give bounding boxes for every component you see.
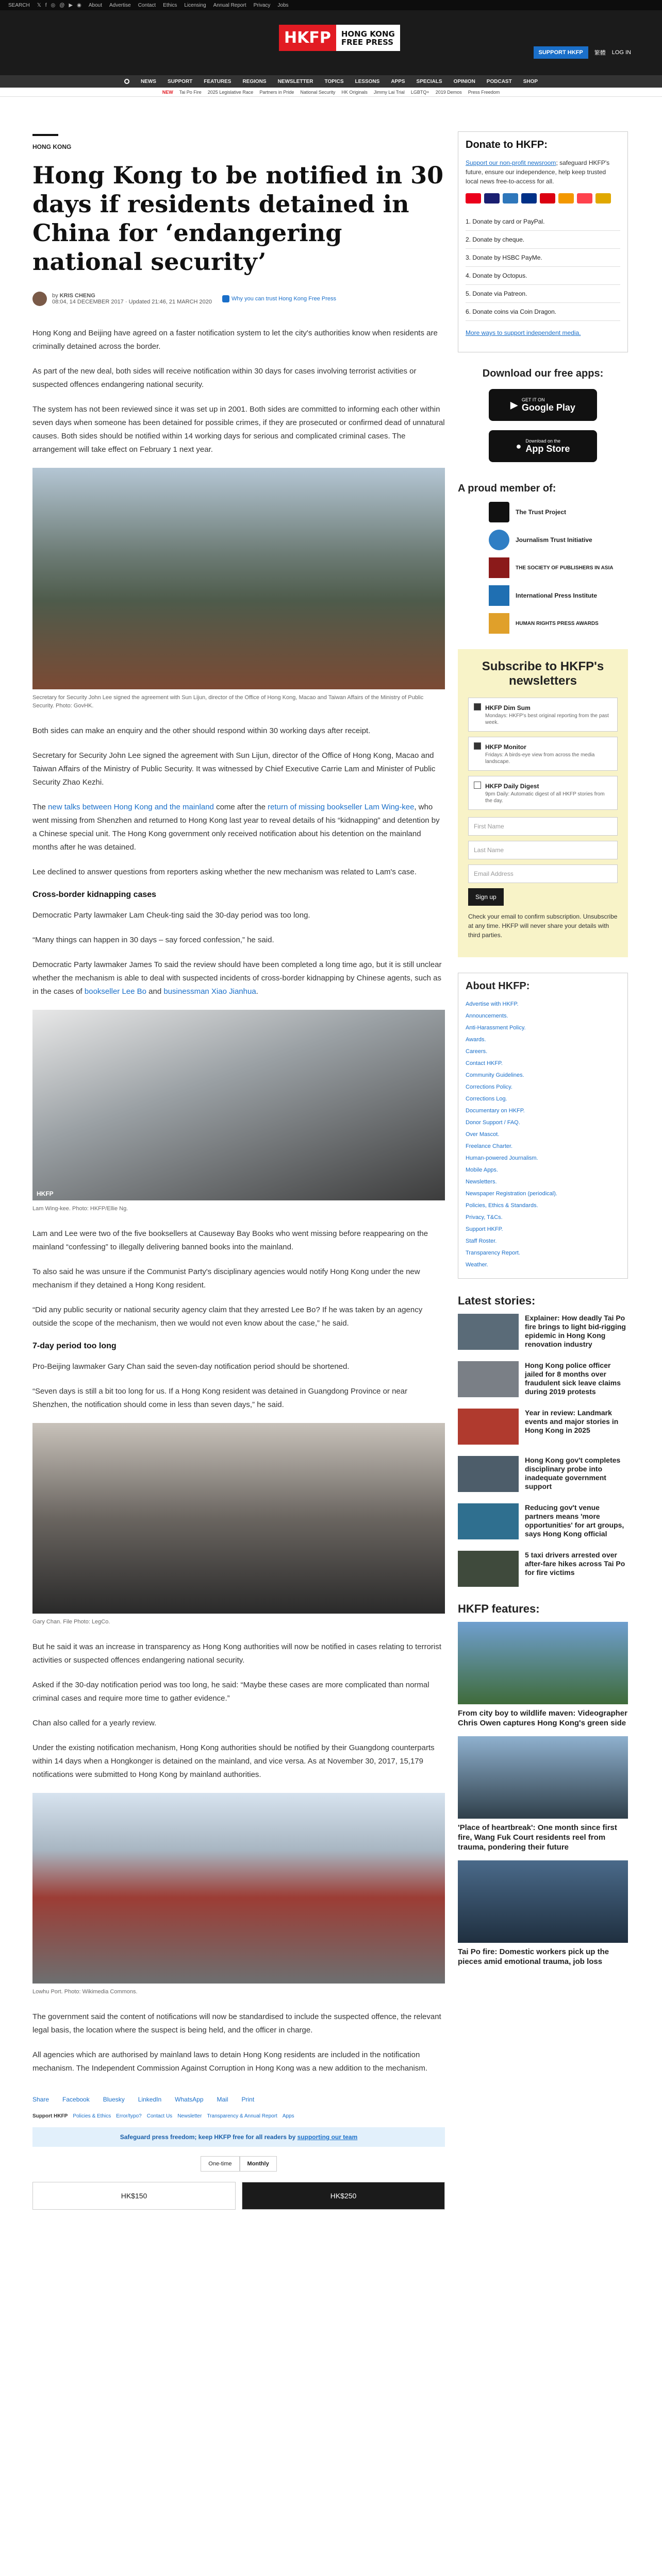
support-team-link[interactable]: supporting our team xyxy=(297,2133,358,2141)
nav-apps[interactable]: APPS xyxy=(391,78,405,84)
donate-widget xyxy=(458,131,628,352)
nav-topics[interactable]: TOPICS xyxy=(324,78,344,84)
trending-bar xyxy=(0,88,662,97)
youtube-icon[interactable]: ▶ xyxy=(69,2,73,8)
about-list xyxy=(466,998,620,1271)
nav-news[interactable]: NEWS xyxy=(140,78,156,84)
member-jti[interactable]: Journalism Trust Initiative xyxy=(489,530,628,550)
footer-link[interactable]: Transparency & Annual Report xyxy=(207,2113,277,2119)
social-icons xyxy=(37,3,81,8)
google-play-icon: ▶ xyxy=(510,399,518,410)
trending-item[interactable]: Jimmy Lai Trial xyxy=(373,89,405,95)
donate-title: Donate to HKFP: xyxy=(466,139,548,150)
donate-option[interactable]: 4. Donate by Octopus. xyxy=(466,267,620,285)
byline: by KRIS CHENG 08:04, 14 DECEMBER 2017 · Updated 21:46, 21 MARCH 2020 Why you can trust Hong Kong Free Press xyxy=(32,292,445,306)
apps-title: Download our free apps: xyxy=(482,368,604,379)
photo-caption: Secretary for Security John Lee signed the agreement with Sun Lijun, director of the Office of Hong Kong, Macao and Taiwan Affairs of the Ministry of Public Security. Photo: GovHK. xyxy=(32,694,424,709)
inline-link[interactable]: bookseller Lee Bo xyxy=(84,987,146,996)
inline-link[interactable]: new talks between Hong Kong and the mainland xyxy=(48,803,214,811)
paragraph: “Many things can happen in 30 days – say forced confession,” he said. xyxy=(32,936,274,944)
donate-option[interactable]: 5. Donate via Patreon. xyxy=(466,285,620,303)
feature-image xyxy=(458,1736,628,1819)
updated-date: Updated 21:46, 21 MARCH 2020 xyxy=(128,299,212,305)
photo-caption: Lowhu Port. Photo: Wikimedia Commons. xyxy=(32,1989,138,1995)
paragraph: The system has not been reviewed since it was set up in 2001. Both sides are committed to informing each other within seven days when someone has been detained for possible crimes, if they are prosecuted or confirmed dead of unnatural causes. Both sides should be notified within 14 working days for serious and complicated criminal cases. The arrangement will take effect on February 1 next year. xyxy=(32,405,445,454)
footer-link[interactable]: Apps xyxy=(282,2113,294,2119)
about-title: About HKFP: xyxy=(466,980,530,992)
paragraph: Democratic Party lawmaker James To said the review should have been completed a long time ago, but it is still unclear whether the mechanism is able to deal with suspected incidents of cross-border kidnapping by Chinese agents, such as in the cases of bookseller Lee Bo and businessman Xiao Jianhua. xyxy=(32,960,442,996)
threads-icon[interactable]: @ xyxy=(59,2,65,8)
member-hrpa[interactable]: HUMAN RIGHTS PRESS AWARDS xyxy=(489,613,628,634)
about-link[interactable]: Policies, Ethics & Standards. xyxy=(466,1202,538,1209)
paragraph: The new talks between Hong Kong and the mainland come after the return of missing bookseller Lam Wing-kee, who went missing from Shenzhen and returned to Hong Kong last year to reveal details of his “kidnapping” and detention by a Chinese special unit. The Hong Kong government only received notification about his detention on the mainland months after he was detained. xyxy=(32,803,440,852)
article-photo-lowhu-port[interactable] xyxy=(32,1793,445,1984)
section-tag[interactable]: HONG KONG xyxy=(32,143,72,150)
last-name-input[interactable]: Last Name xyxy=(468,841,618,859)
google-play-button[interactable]: ▶ GET IT ON Google Play xyxy=(489,389,597,421)
paragraph: But he said it was an increase in transparency as Hong Kong authorities will now be notified in cases relating to terrorist activities or suspected offences endangering national security. xyxy=(32,1642,441,1665)
top-link-advertise[interactable]: Advertise xyxy=(109,2,131,8)
about-link[interactable]: Staff Roster. xyxy=(466,1238,497,1244)
story-thumbnail xyxy=(458,1314,519,1350)
share-bar xyxy=(32,2096,445,2103)
story-thumbnail xyxy=(458,1409,519,1445)
about-link[interactable]: Awards. xyxy=(466,1037,486,1043)
about-link[interactable]: Documentary on HKFP. xyxy=(466,1108,525,1114)
paragraph: The government said the content of notifications will now be standardised to include the suspected offence, the relevant legal basis, the location where the suspect is being held, and the officer in charge. xyxy=(32,2012,441,2035)
jti-logo xyxy=(489,530,509,550)
trending-item[interactable]: LGBTQ+ xyxy=(410,89,429,95)
donation-frequency-toggle xyxy=(32,2156,445,2172)
trust-project-logo xyxy=(489,502,509,522)
checkbox-checked[interactable] xyxy=(474,742,481,750)
member-title: A proud member of: xyxy=(458,483,556,494)
about-link[interactable]: Mobile Apps. xyxy=(466,1167,498,1173)
share-whatsapp[interactable]: WhatsApp xyxy=(175,2096,204,2103)
newsletter-option[interactable]: HKFP Daily Digest 9pm Daily: Automatic digest of all HKFP stories from the day. xyxy=(468,776,618,810)
apple-icon: ● xyxy=(516,440,522,451)
share-print[interactable]: Print xyxy=(241,2096,255,2103)
paragraph: To also said he was unsure if the Communist Party's disciplinary agencies would notify Hong Kong under the new mechanism if they detained a Hong Kong resident. xyxy=(32,1267,420,1290)
amount-option[interactable]: HK$150 xyxy=(32,2182,236,2210)
top-link-contact[interactable]: Contact xyxy=(138,2,156,8)
author-name[interactable]: KRIS CHENG xyxy=(59,293,95,299)
paragraph: All agencies which are authorised by mainland laws to detain Hong Kong residents are included in the notification mechanism. The Independent Commission Against Corruption in Hong Kong was a new addition to the mechanism. xyxy=(32,2050,427,2073)
publish-date: 08:04, 14 DECEMBER 2017 xyxy=(52,299,124,305)
footer-link[interactable]: Policies & Ethics xyxy=(73,2113,111,2119)
article-footer-links xyxy=(32,2113,445,2119)
support-button[interactable]: SUPPORT HKFP xyxy=(534,46,588,59)
donate-text: Support our non-profit newsroom; safeguard HKFP's future, ensure our independence, help keep trusted local news free-to-access for all. xyxy=(466,159,610,185)
paragraph: “Did any public security or national security agency claim that they arrested Lee Bo? If he was taken by an agency outside the scope of the mechanism, then we would not even know about the case,” he said. xyxy=(32,1306,423,1328)
newsletter-note: Check your email to confirm subscription. Unsubscribe at any time. HKFP will never share your details with third parties. xyxy=(468,913,618,939)
site-logo[interactable] xyxy=(279,25,400,51)
share-mail[interactable]: Mail xyxy=(217,2096,228,2103)
sidebar xyxy=(458,131,628,1975)
share-facebook[interactable]: Facebook xyxy=(62,2096,90,2103)
donate-option[interactable]: 1. Donate by card or PayPal. xyxy=(466,213,620,231)
latest-story[interactable]: Year in review: Landmark events and major stories in Hong Kong in 2025 xyxy=(458,1409,628,1445)
trust-link[interactable]: Why you can trust Hong Kong Free Press xyxy=(222,295,336,302)
ipi-logo xyxy=(489,585,509,606)
paragraph: Secretary for Security John Lee signed the agreement with Sun Lijun, director of the Office of Hong Kong, Macao and Taiwan Affairs of the Ministry of Public Security. It was witnessed by Chief Executive Carrie Lam and Minister of Public Security Zhao Kezhi. xyxy=(32,751,436,787)
nav-features[interactable]: FEATURES xyxy=(204,78,231,84)
checkbox-checked[interactable] xyxy=(474,703,481,710)
paragraph: Both sides can make an enquiry and the other should respond within 30 working days after receipt. xyxy=(32,726,371,735)
paragraph: As part of the new deal, both sides will receive notification within 30 days for cases involving terrorist activities or suspected offences endangering national security. xyxy=(32,367,417,389)
footer-link[interactable]: Contact Us xyxy=(146,2113,173,2119)
top-link-jobs[interactable]: Jobs xyxy=(277,2,289,8)
author-avatar xyxy=(32,292,47,306)
about-link[interactable]: Freelance Charter. xyxy=(466,1143,513,1149)
donate-option[interactable]: 3. Donate by HSBC PayMe. xyxy=(466,249,620,267)
footer-link[interactable]: Newsletter xyxy=(177,2113,202,2119)
logo-mark: HKFP xyxy=(279,25,336,51)
about-link[interactable]: Anti-Harassment Policy. xyxy=(466,1025,526,1031)
paragraph: Lam and Lee were two of the five booksellers at Causeway Bay Books who went missing before reappearing on the mainland “confessing” to illegally delivering banned books into the mainland. xyxy=(32,1229,428,1251)
trending-item[interactable]: Press Freedom xyxy=(468,89,500,95)
nav-shop[interactable]: SHOP xyxy=(523,78,538,84)
nav-regions[interactable]: REGIONS xyxy=(242,78,267,84)
email-input[interactable]: Email Address xyxy=(468,865,618,883)
nav-lessons[interactable]: LESSONS xyxy=(355,78,380,84)
about-link[interactable]: Careers. xyxy=(466,1048,488,1055)
newsletter-widget xyxy=(458,649,628,957)
first-name-input[interactable]: First Name xyxy=(468,817,618,836)
top-link-privacy[interactable]: Privacy xyxy=(253,2,271,8)
feature-story[interactable]: 'Place of heartbreak': One month since first fire, Wang Fuk Court residents reel from trauma, pondering their future xyxy=(458,1736,628,1852)
trending-item[interactable]: Tai Po Fire xyxy=(179,89,202,95)
facebook-icon[interactable]: f xyxy=(45,2,47,8)
footer-link[interactable]: Support HKFP xyxy=(32,2113,68,2119)
nav-opinion[interactable]: OPINION xyxy=(453,78,475,84)
about-link[interactable]: Donor Support / FAQ. xyxy=(466,1120,520,1126)
member-ipi[interactable]: International Press Institute xyxy=(489,585,628,606)
signup-button[interactable]: Sign up xyxy=(468,888,504,906)
story-thumbnail xyxy=(458,1456,519,1492)
toggle-one-time[interactable]: One-time xyxy=(201,2156,239,2172)
about-link[interactable]: Corrections Policy. xyxy=(466,1084,512,1090)
subheading: 7-day period too long xyxy=(32,1342,117,1350)
top-link-ethics[interactable]: Ethics xyxy=(163,2,177,8)
donate-link[interactable]: Support our non-profit newsroom xyxy=(466,159,556,166)
member-sopa[interactable]: THE SOCIETY OF PUBLISHERS IN ASIA xyxy=(489,557,628,578)
payment-icons xyxy=(466,193,620,204)
search-link[interactable]: SEARCH xyxy=(8,2,30,8)
latest-story[interactable]: Reducing gov't venue partners means 'more opportunities' for art groups, says Hong Kong official xyxy=(458,1503,628,1539)
trending-item[interactable]: National Security xyxy=(300,89,336,95)
latest-story[interactable]: 5 taxi drivers arrested over after-fare hikes across Tai Po for fire victims xyxy=(458,1551,628,1587)
inline-link[interactable]: businessman Xiao Jianhua xyxy=(163,987,256,996)
toggle-monthly[interactable]: Monthly xyxy=(240,2156,277,2172)
trust-icon xyxy=(222,295,229,302)
about-link[interactable]: Contact HKFP. xyxy=(466,1060,503,1066)
feature-image xyxy=(458,1860,628,1943)
feature-image xyxy=(458,1622,628,1704)
donate-option[interactable]: 2. Donate by cheque. xyxy=(466,231,620,249)
language-switch[interactable]: 繁體 xyxy=(594,50,606,56)
about-link[interactable]: Corrections Log. xyxy=(466,1096,507,1102)
donation-amounts xyxy=(32,2182,445,2210)
paragraph: Lee declined to answer questions from reporters asking whether the new mechanism was related to Lam's case. xyxy=(32,868,417,876)
visa-icon xyxy=(484,193,500,204)
hrpa-logo xyxy=(489,613,509,634)
paragraph: Hong Kong and Beijing have agreed on a faster notification system to let the city's authorities know when residents are criminally detained across the border. xyxy=(32,329,438,351)
rss-icon[interactable]: ◉ xyxy=(77,2,81,8)
support-banner: Safeguard press freedom; keep HKFP free for all readers by supporting our team xyxy=(32,2127,445,2147)
article-photo-lam-wing-kee[interactable] xyxy=(32,1010,445,1200)
checkbox[interactable] xyxy=(474,782,481,789)
sopa-logo xyxy=(489,557,509,578)
feature-story[interactable]: From city boy to wildlife maven: Videographer Chris Owen captures Hong Kong's green side xyxy=(458,1622,628,1728)
about-link[interactable]: Newspaper Registration (periodical). xyxy=(466,1191,557,1197)
site-header xyxy=(0,10,662,75)
newsletter-option[interactable]: HKFP Dim Sum Mondays: HKFP's best original reporting from the past week. xyxy=(468,698,618,732)
about-link[interactable]: Announcements. xyxy=(466,1013,508,1019)
latest-story[interactable]: Hong Kong gov't completes disciplinary probe into inadequate government support xyxy=(458,1456,628,1492)
about-link[interactable]: Community Guidelines. xyxy=(466,1072,524,1078)
story-thumbnail xyxy=(458,1361,519,1397)
payme-icon xyxy=(540,193,555,204)
newsletter-option[interactable]: HKFP Monitor Fridays: A birds-eye view from across the media landscape. xyxy=(468,737,618,771)
trending-item[interactable]: HK Originals xyxy=(341,89,368,95)
nav-podcast[interactable]: PODCAST xyxy=(486,78,512,84)
amex-icon xyxy=(503,193,518,204)
paragraph: Under the existing notification mechanism, Hong Kong authorities should be notified by their Guangdong counterparts within 14 days when a Hongkonger is detained on the mainland, and vice versa. As at November 30, 2017, 15,179 notifications were submitted to Hong Kong by mainland authorities. xyxy=(32,1743,435,1779)
article-title: Hong Kong to be notified in 30 days if residents detained in China for ‘endangering national security’ xyxy=(32,161,444,276)
photo-caption: Lam Wing-kee. Photo: HKFP/Ellie Ng. xyxy=(32,1206,128,1212)
newsletter-title: Subscribe to HKFP's newsletters xyxy=(482,659,604,688)
x-icon[interactable]: 𝕏 xyxy=(37,2,41,8)
latest-story[interactable]: Explainer: How deadly Tai Po fire brings to light bid-rigging epidemic in Hong Kong renovation industry xyxy=(458,1314,628,1350)
about-link[interactable]: Newsletters. xyxy=(466,1179,497,1185)
coin-icon xyxy=(595,193,611,204)
donate-option[interactable]: 6. Donate coins via Coin Dragon. xyxy=(466,303,620,321)
paragraph: Pro-Beijing lawmaker Gary Chan said the seven-day notification period should be shortened. xyxy=(32,1362,350,1371)
logo-text: HONG KONG FREE PRESS xyxy=(341,29,395,47)
octopus-icon xyxy=(558,193,574,204)
nav-newsletter[interactable]: NEWSLETTER xyxy=(277,78,313,84)
login-link[interactable]: LOG IN xyxy=(611,49,631,56)
about-link[interactable]: Over Mascot. xyxy=(466,1131,500,1138)
member-trust-project[interactable]: The Trust Project xyxy=(489,502,628,522)
about-link[interactable]: Transparency Report. xyxy=(466,1250,520,1256)
top-link-about[interactable]: About xyxy=(88,2,102,8)
nav-specials[interactable]: SPECIALS xyxy=(416,78,442,84)
about-link[interactable]: Advertise with HKFP. xyxy=(466,1001,519,1007)
hkfp-watermark: HKFP xyxy=(37,1190,54,1197)
story-thumbnail xyxy=(458,1551,519,1587)
paragraph: Chan also called for a yearly review. xyxy=(32,1719,157,1727)
trending-item[interactable]: 2019 Demos xyxy=(435,89,462,95)
paypal-icon xyxy=(521,193,537,204)
article xyxy=(32,134,445,2210)
story-thumbnail xyxy=(458,1503,519,1539)
about-link[interactable]: Weather. xyxy=(466,1262,488,1268)
app-store-button[interactable]: ● Download on the App Store xyxy=(489,430,597,462)
nav-support[interactable]: SUPPORT xyxy=(167,78,193,84)
photo-caption: Gary Chan. File Photo: LegCo. xyxy=(32,1619,110,1625)
paragraph: Democratic Party lawmaker Lam Cheuk-ting said the 30-day period was too long. xyxy=(32,911,310,920)
share-linkedin[interactable]: LinkedIn xyxy=(138,2096,162,2103)
inline-link[interactable]: return of missing bookseller Lam Wing-kee xyxy=(268,803,415,811)
about-link[interactable]: Support HKFP. xyxy=(466,1226,503,1232)
mastercard-icon xyxy=(466,193,481,204)
patreon-icon xyxy=(577,193,592,204)
trending-item[interactable]: 2025 Legislative Race xyxy=(207,89,254,95)
main-nav xyxy=(0,75,662,88)
features-title: HKFP features: xyxy=(458,1602,540,1615)
share-bluesky[interactable]: Bluesky xyxy=(103,2096,125,2103)
instagram-icon[interactable]: ◎ xyxy=(51,2,56,8)
amount-option-selected[interactable]: HK$250 xyxy=(242,2182,445,2210)
latest-story[interactable]: Hong Kong police officer jailed for 8 months over fraudulent sick leave claims during 2019 protests xyxy=(458,1361,628,1397)
feature-story[interactable]: Tai Po fire: Domestic workers pick up the pieces amid emotional trauma, job loss xyxy=(458,1860,628,1967)
about-widget xyxy=(458,973,628,1279)
top-utility-bar xyxy=(0,0,662,10)
top-link-licensing[interactable]: Licensing xyxy=(184,2,206,8)
paragraph: Asked if the 30-day notification period was too long, he said: “Maybe these cases are more complicated than normal criminal cases and require more time to gather evidence.” xyxy=(32,1681,429,1703)
about-link[interactable]: Human-powered Journalism. xyxy=(466,1155,538,1161)
latest-title: Latest stories: xyxy=(458,1294,536,1307)
article-photo-gary-chan[interactable] xyxy=(32,1423,445,1614)
trending-item[interactable]: Partners in Pride xyxy=(259,89,294,95)
about-link[interactable]: Privacy, T&Cs. xyxy=(466,1214,503,1221)
search-icon[interactable] xyxy=(124,79,129,84)
more-ways-link[interactable]: More ways to support independent media. xyxy=(466,329,581,336)
trending-label: NEW xyxy=(162,89,173,95)
footer-link[interactable]: Error/typo? xyxy=(116,2113,142,2119)
article-photo-signing[interactable] xyxy=(32,468,445,689)
subheading: Cross-border kidnapping cases xyxy=(32,890,157,899)
header-actions xyxy=(534,46,631,59)
top-link-annual-report[interactable]: Annual Report xyxy=(213,2,246,8)
paragraph: “Seven days is still a bit too long for us. If a Hong Kong resident was detained in Guangdong Province or near Shenzhen, the notification should come in less than seven days,” he said. xyxy=(32,1387,408,1409)
section-rule xyxy=(32,134,58,136)
share-button[interactable]: Share xyxy=(32,2096,49,2103)
